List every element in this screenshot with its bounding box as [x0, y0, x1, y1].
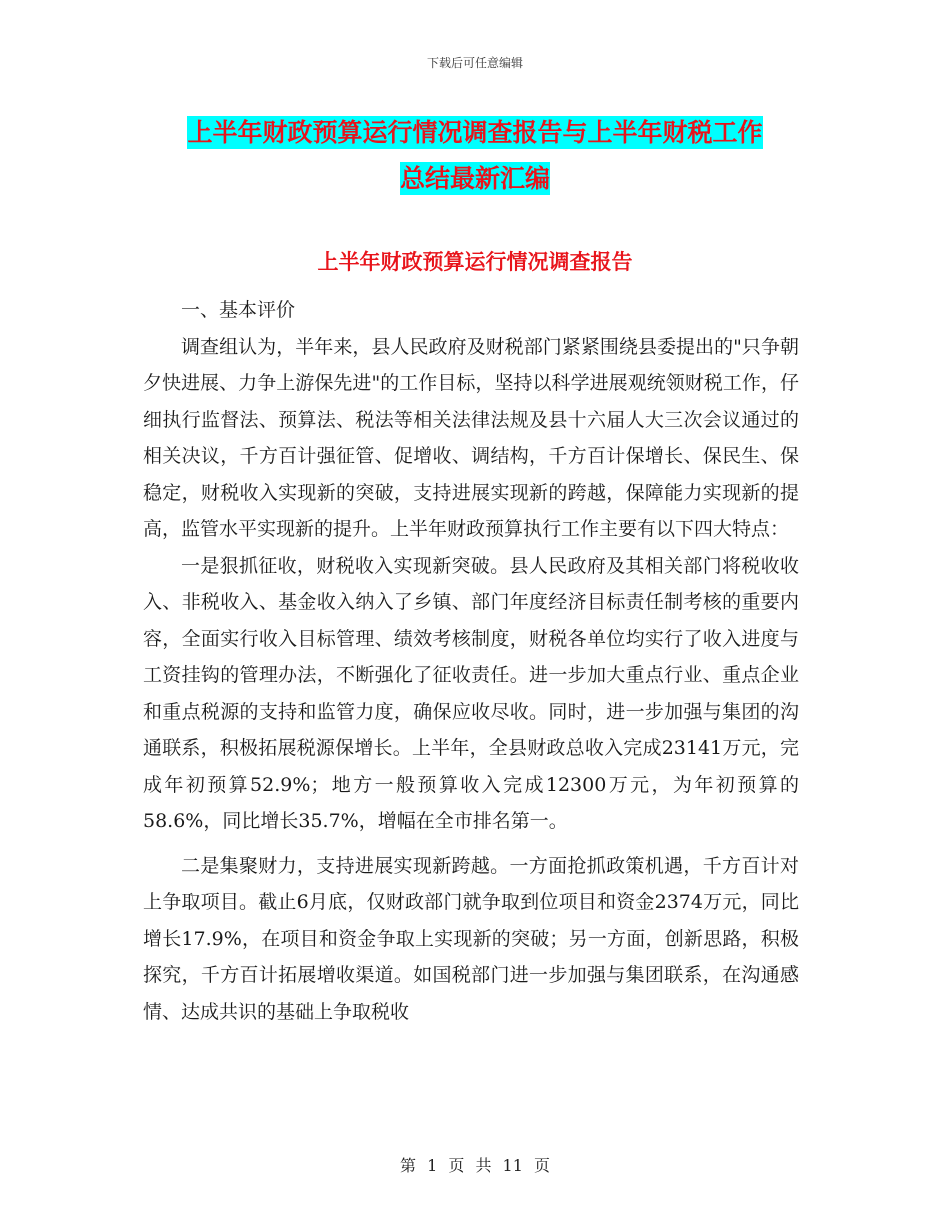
paragraph-1: 调查组认为，半年来，县人民政府及财税部门紧紧围绕县委提出的"只争朝夕快进展、力争上游保先进"的工作目标，坚持以科学进展观统领财税工作，仔细执行监督法、预算法、税法等相关法律法规及县十六届人大三次会议通过的相关决议，千方百计强征管、促增收、调结构，千方百计保增长、保民生、保稳定，财税收入实现新的突破，支持进展实现新的跨越，保障能力实现新的提高，监管水平实现新的提升。上半年财政预算执行工作主要有以下四大特点： — [143, 335, 799, 540]
document-title-line-1: 上半年财政预算运行情况调查报告与上半年财税工作 — [187, 118, 763, 147]
page-header-note: 下载后可任意编辑 — [426, 56, 523, 70]
document-title-line-2: 总结最新汇编 — [399, 164, 550, 193]
document-title — [0, 110, 950, 202]
document-body — [143, 292, 799, 1030]
paragraph-2: 一是狠抓征收，财税收入实现新突破。县人民政府及其相关部门将税收收入、非税收入、基金收入纳入了乡镇、部门年度经济目标责任制考核的重要内容，全面实行收入目标管理、绩效考核制度，财税各单位均实行了收入进度与工资挂钩的管理办法，不断强化了征收责任。进一步加大重点行业、重点企业和重点税源的支持和监管力度，确保应收尽收。同时，进一步加强与集团的沟通联系，积极拓展税源保增长。上半年，全县财政总收入完成23141万元，完成年初预算52.9%；地方一般预算收入完成12300万元，为年初预算的58.6%，同比增长35.7%，增幅在全市排名第一。 — [143, 554, 799, 832]
page-footer: 第 1 页 共 11 页 — [400, 1156, 550, 1175]
section-title: 上半年财政预算运行情况调查报告 — [317, 250, 633, 274]
paragraph-3: 二是集聚财力，支持进展实现新跨越。一方面抢抓政策机遇，千方百计对上争取项目。截止6月底，仅财政部门就争取到位项目和资金2374万元，同比增长17.9%，在项目和资金争取上实现新的突破；另一方面，创新思路，积极探究，千方百计拓展增收渠道。如国税部门进一步加强与集团联系，在沟通感情、达成共识的基础上争取税收 — [143, 854, 799, 1023]
heading-basic-evaluation: 一、基本评价 — [181, 299, 296, 321]
